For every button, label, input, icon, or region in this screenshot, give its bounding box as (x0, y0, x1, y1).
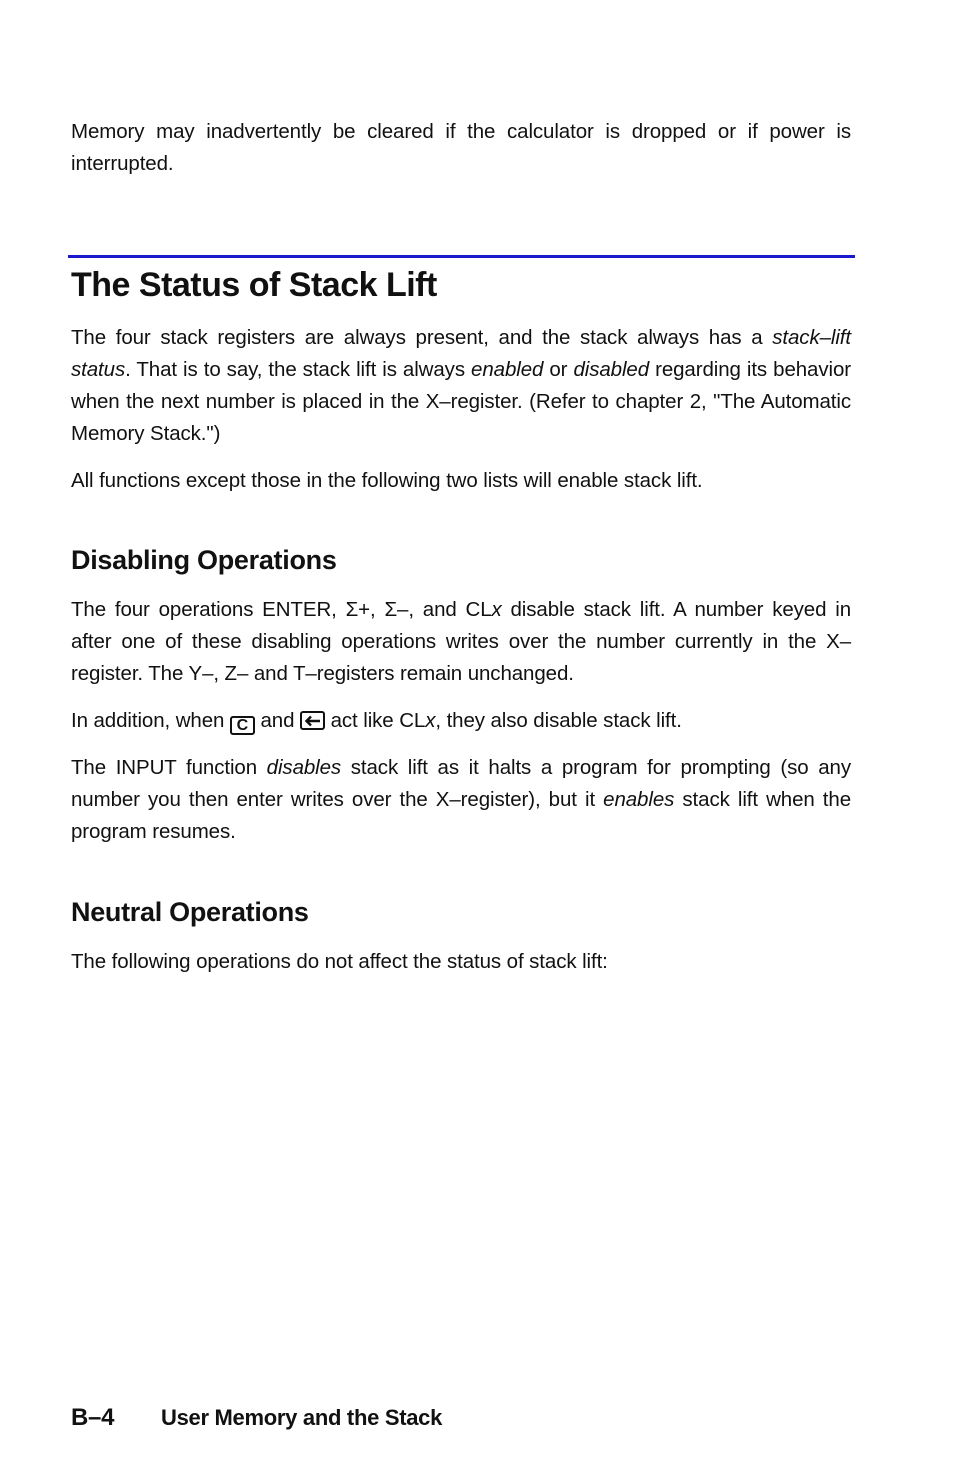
neutral-heading: Neutral Operations (71, 897, 309, 927)
neutral-paragraph: The following operations do not affect the status of stack lift: (71, 950, 608, 973)
page-number: B–4 (71, 1404, 115, 1431)
page-footer (71, 1404, 442, 1432)
enable-paragraph: All functions except those in the following two lists will enable stack lift. (71, 469, 703, 492)
disabling-paragraph-2: In addition, when C and act like CLx, they also disable stack lift. (71, 709, 682, 734)
disabling-paragraph-1: The four operations ENTER, Σ+, Σ–, and CLx disable stack lift. A number keyed in after one of these disabling operations writes over the number currently in the X–register. The Y–, Z– and T–registers remain unchanged. (71, 598, 851, 685)
neutral-body (71, 946, 851, 978)
chapter-title: User Memory and the Stack (161, 1405, 443, 1430)
section-title: The Status of Stack Lift (71, 266, 437, 304)
disabling-heading: Disabling Operations (71, 545, 337, 575)
section-divider (68, 255, 855, 258)
stack-lift-paragraph: The four stack registers are always present, and the stack always has a stack–lift status. That is to say, the stack lift is always enabled or disabled regarding its behavior when the next number is placed in the X–register. (Refer to chapter 2, "The Automatic Memory Stack.") (71, 326, 851, 445)
section-body (71, 322, 851, 497)
clear-key-icon: C (230, 716, 255, 735)
intro-paragraph: Memory may inadvertently be cleared if the calculator is dropped or if power is interrupted. (71, 120, 851, 175)
disabling-paragraph-3: The INPUT function disables stack lift as it halts a program for prompting (so any number you then enter writes over the X–register), but it enables stack lift when the program resumes. (71, 756, 851, 843)
disabling-body (71, 594, 851, 848)
backspace-key-icon (300, 711, 325, 730)
